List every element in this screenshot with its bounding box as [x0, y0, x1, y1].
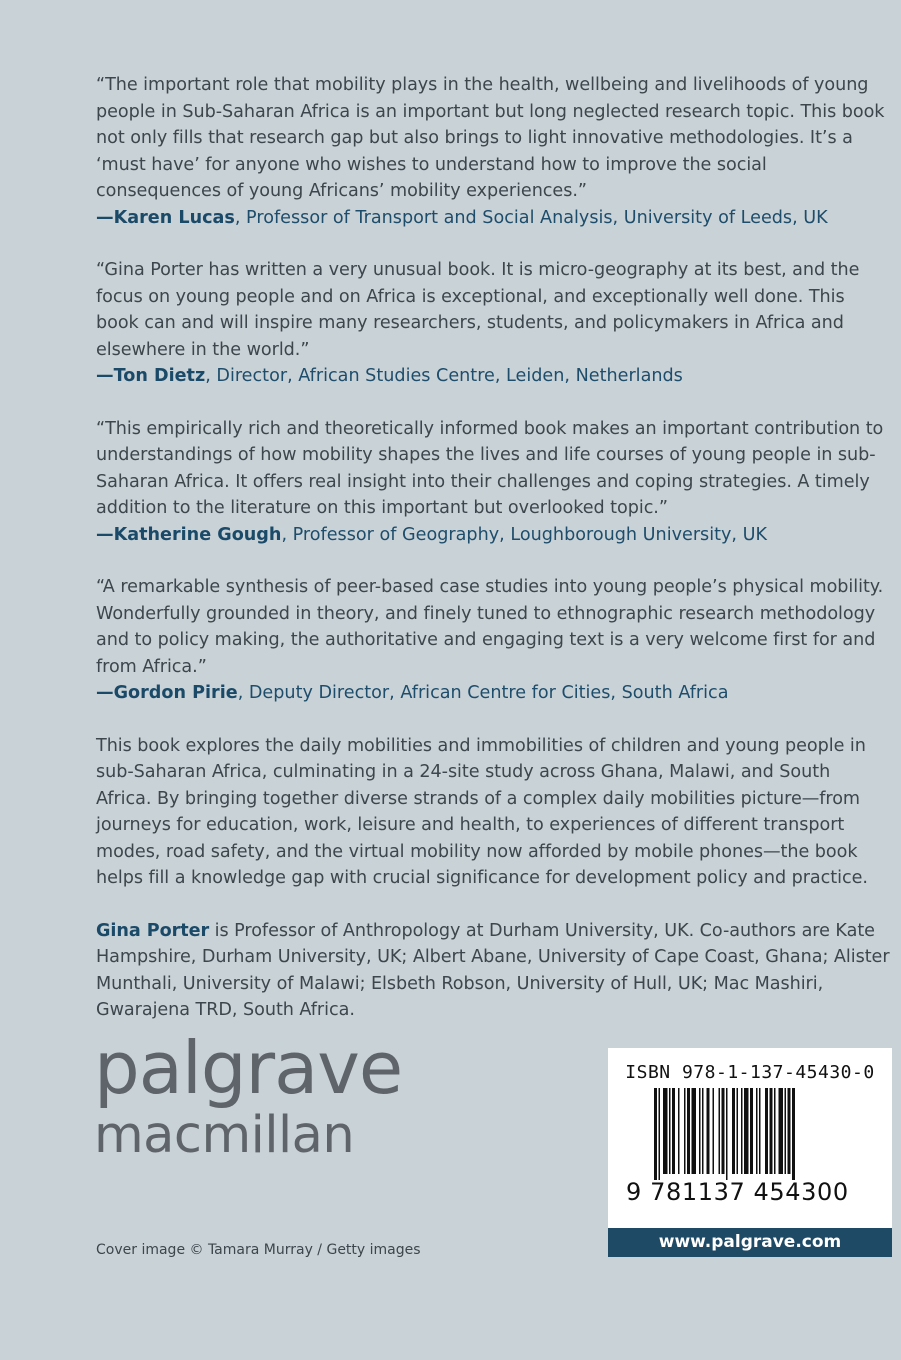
- barcode-bar: [732, 1088, 735, 1174]
- endorser-affiliation: , Director, African Studies Centre, Leiden, Netherlands: [205, 366, 683, 386]
- endorser-affiliation: , Professor of Transport and Social Analysis, University of Leeds, UK: [234, 207, 828, 228]
- isbn-barcode-panel: [608, 1048, 892, 1228]
- book-description: This book explores the daily mobilities and immobilities of children and young people in sub-Saharan Africa, culminating in a 24-site study across Ghana, Malawi, and South Africa. By bringing together diverse strands of a complex daily mobilities picture—from journeys for education, work, leisure and health, to experiences of different transport modes, road safety, and the virtual mobility now afforded by mobile phones—the book helps fill a knowledge gap with crucial significance for development policy and practice.: [96, 735, 868, 888]
- barcode-bar: [726, 1088, 728, 1180]
- author-bio-text: is Professor of Anthropology at Durham University, UK. Co-authors are Kate Hampshire, Durham University, UK; Albert Abane, University of Cape Coast, Ghana; Alister Munthali, University of Malawi; Elsbeth Robson, University of Hull, UK; Mac Mashiri, Gwarajena TRD, South Africa.: [96, 920, 890, 1020]
- barcode-bar: [669, 1088, 671, 1174]
- barcode-bar: [788, 1088, 791, 1174]
- endorser-name: —Gordon Pirie: [96, 683, 238, 703]
- barcode-bar: [672, 1088, 675, 1174]
- endorser-name: —Ton Dietz: [96, 366, 206, 386]
- endorsement-pirie: [96, 574, 891, 707]
- barcode-bar: [785, 1088, 787, 1174]
- publisher-logo-line1: palgrave: [94, 1026, 403, 1110]
- isbn-text: ISBN 978-1-137-45430-0: [625, 1062, 875, 1083]
- barcode-bar: [765, 1088, 768, 1174]
- barcode-bar: [750, 1088, 753, 1174]
- endorser-name: —Karen Lucas: [96, 207, 235, 228]
- barcode-bar: [759, 1088, 761, 1174]
- endorsement-attribution: [96, 205, 891, 232]
- barcode-bar: [741, 1088, 743, 1174]
- barcode-bar: [684, 1088, 686, 1174]
- author-name: Gina Porter: [96, 920, 210, 941]
- barcode-bar: [687, 1088, 690, 1174]
- endorsement-quote: “The important role that mobility plays in the health, wellbeing and livelihoods of young people in Sub-Saharan Africa is an important but long neglected research topic. This book not only fills that research gap but also brings to light innovative methodologies. It’s a ‘must have’ for anyone who wishes to understand how to improve the social consequences of young Africans’ mobility experiences.”: [96, 75, 885, 201]
- barcode-bar: [792, 1088, 795, 1180]
- publisher-logo-line2: macmillan: [94, 1106, 355, 1165]
- barcode-bar: [774, 1088, 776, 1174]
- barcode-bar: [756, 1088, 758, 1174]
- endorsement-quote: “A remarkable synthesis of peer-based case studies into young people’s physical mobility. Wonderfully grounded in theory, and finely tuned to ethnographic research methodology and to policy making, the authoritative and engaging text is a very welcome first for and from Africa.”: [96, 577, 884, 677]
- cover-image-credit: Cover image © Tamara Murray / Getty images: [96, 1242, 421, 1258]
- publisher-website[interactable]: www.palgrave.com: [608, 1228, 892, 1257]
- endorsement-attribution: [96, 680, 891, 707]
- endorser-affiliation: , Professor of Geography, Loughborough University, UK: [281, 524, 768, 545]
- endorsement-attribution: [96, 363, 891, 390]
- endorsement-quote: “This empirically rich and theoretically informed book makes an important contribution to understandings of how mobility shapes the lives and life courses of young people in sub-Saharan Africa. It offers real insight into their challenges and coping strategies. A timely addition to the literature on this important but overlooked topic.”: [96, 418, 884, 518]
- endorsement-dietz: [96, 257, 891, 390]
- back-cover-text: [96, 72, 891, 1024]
- barcode-bar: [737, 1088, 739, 1174]
- barcode-bar: [692, 1088, 697, 1174]
- barcode-digits: 9 781137 454300: [626, 1178, 849, 1206]
- barcode-bar: [702, 1088, 704, 1174]
- endorsement-gough: [96, 416, 891, 549]
- barcode-bar: [719, 1088, 721, 1174]
- endorser-name: —Katherine Gough: [96, 524, 282, 545]
- barcode-bar: [713, 1088, 715, 1174]
- barcode-bar: [654, 1088, 657, 1180]
- barcode-bar: [678, 1088, 680, 1174]
- barcode-bar: [707, 1088, 710, 1174]
- publisher-logo: [94, 1026, 403, 1165]
- barcode-bar: [659, 1088, 661, 1180]
- barcode-bar: [744, 1088, 749, 1174]
- endorsement-lucas: [96, 72, 891, 231]
- barcode-bar: [770, 1088, 773, 1174]
- endorsement-quote: “Gina Porter has written a very unusual book. It is micro-geography at its best, and the focus on young people and on Africa is exceptional, and exceptionally well done. This book can and will inspire many researchers, students, and policymakers in Africa and elsewhere in the world.”: [96, 260, 860, 360]
- endorser-affiliation: , Deputy Director, African Centre for Cities, South Africa: [237, 683, 729, 703]
- barcode-bar: [663, 1088, 668, 1174]
- barcode-bar: [722, 1088, 725, 1174]
- endorsement-attribution: [96, 522, 891, 549]
- barcode-bar: [779, 1088, 784, 1174]
- author-bio: [96, 918, 891, 1024]
- barcode-bar: [699, 1088, 701, 1174]
